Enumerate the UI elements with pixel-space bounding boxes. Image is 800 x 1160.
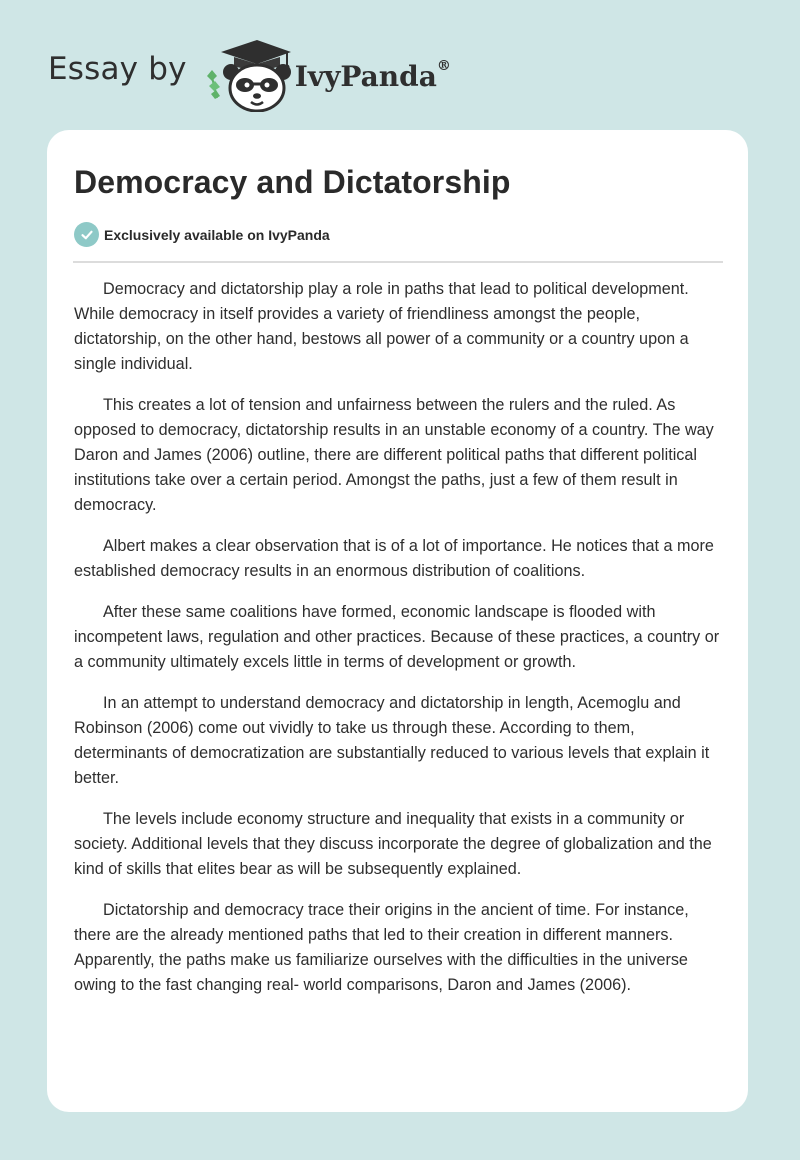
page-title: Democracy and Dictatorship xyxy=(74,164,511,200)
panda-graduate-logo-icon xyxy=(201,36,293,112)
paragraph: In an attempt to understand democracy and dictatorship in length, Acemoglu and Robinson (2006) come out vividly to take us through these. According to them, determinants of democratization are substantially reduced to various levels that explain it better. xyxy=(74,694,710,787)
essay-card xyxy=(47,130,748,1112)
paragraph: The levels include economy structure and inequality that exists in a community or society. Additional levels that they discuss incorporate the degree of globalization and the kind of skills that elites bear as will be subsequently explained. xyxy=(74,810,712,878)
paragraph: After these same coalitions have formed, economic landscape is flooded with incompetent laws, regulation and other practices. Because of these practices, a country or a community ultimately excels little in terms of development or growth. xyxy=(74,603,720,671)
paragraph: This creates a lot of tension and unfairness between the rulers and the ruled. As opposed to democracy, dictatorship results in an unstable economy of a country. The way Daron and James (2006) outline, there are different political paths that different political institutions take over a certain period. Amongst the paths, just a few of them result in democracy. xyxy=(74,396,714,514)
essay-body xyxy=(74,277,722,1014)
availability-badge xyxy=(74,222,330,247)
paragraph: Albert makes a clear observation that is of a lot of importance. He notices that a more established democracy results in an enormous distribution of coalitions. xyxy=(74,537,714,580)
availability-label: Exclusively available on IvyPanda xyxy=(104,226,330,243)
brand-name: IvyPanda® xyxy=(294,57,451,93)
registered-mark: ® xyxy=(436,57,451,74)
title-divider xyxy=(73,261,723,263)
paragraph: Dictatorship and democracy trace their origins in the ancient of time. For instance, there are the already mentioned paths that led to their creation in different manners. Apparently, the paths make us familiarize ourselves with the difficulties in the universe owing to the fast changing real- world comparisons, Daron and James (2006). xyxy=(74,901,689,994)
site-header xyxy=(48,36,451,112)
essay-by-label: Essay by xyxy=(48,51,187,87)
paragraph: Democracy and dictatorship play a role in paths that lead to political development. While democracy in itself provides a variety of friendliness amongst the people, dictatorship, on the other hand, bestows all power of a community or a country upon a single individual. xyxy=(74,280,689,373)
check-circle-icon xyxy=(74,222,99,247)
